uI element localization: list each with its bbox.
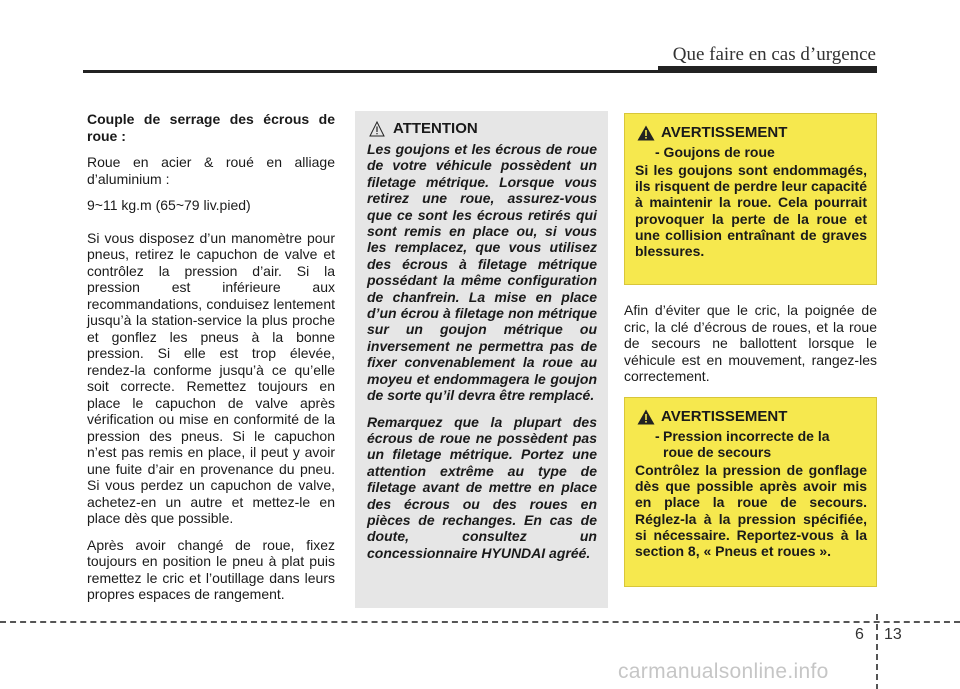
footer-dashed-rule	[0, 621, 960, 623]
warning-subtitle-text: Pression incorrecte de la roue de secours	[663, 428, 830, 460]
footer-vertical-rule	[876, 614, 878, 689]
caution-triangle-icon	[369, 121, 385, 137]
header-rule-accent	[658, 66, 877, 73]
warning-box-spare-pressure	[624, 397, 877, 587]
storage-instructions-text: Afin d’éviter que le cric, la poignée de cric, la clé d’écrous de roues, et la roue de secours ne ballottent lorsque le véhicule est en mouvement, rangez-les correctement.	[624, 302, 877, 384]
page-header-title: Que faire en cas d’urgence	[672, 44, 876, 65]
attention-paragraph-1: Les goujons et les écrous de roue de votre véhicule possèdent un filetage métrique. Lorsque vous retirez une roue, assurez-vous que ce sont les écrous retirés qui sont remis en place ou, si vous les remplacez, que vous utilisez des écrous à filetage métrique possédant la même configuration de chanfrein. La mise en place d’un écrou à filetage non métrique sur un goujon métrique ou inversement ne permettra pas de fixer convenablement la roue au moyeu et endommagera le goujon de sorte qu’il devra être remplacé.	[367, 141, 597, 404]
warning-triangle-icon	[637, 409, 655, 425]
attention-body	[367, 141, 597, 571]
warning-subtitle: - Goujons de roue	[655, 144, 775, 160]
torque-value: 9~11 kg.m (65~79 liv.pied)	[87, 197, 251, 213]
storage-paragraph: Après avoir changé de roue, fixez toujours en position le pneu à plat puis remettez le cric et l’outillage dans leurs propres espaces de rangement.	[87, 536, 335, 602]
warning-subtitle-dash: -	[655, 428, 660, 444]
warning-body: Si les goujons sont endommagés, ils risquent de perdre leur capacité à maintenir la roue. Cela pourrait provoquer la perte de la roue et une collision entraînant de graves blessures.	[635, 162, 867, 260]
warning-title: AVERTISSEMENT	[661, 408, 788, 425]
warning-header	[637, 408, 787, 425]
attention-header	[369, 120, 478, 137]
warning-title: AVERTISSEMENT	[661, 124, 788, 141]
pressure-paragraph: Si vous disposez d’un manomètre pour pneus, retirez le capuchon de valve et contrôlez la pression d’air. Si la pression est inférieure aux recommandations, conduisez lentement jusqu’à la station-service la plus proche et gonflez les pneus à la bonne pression. Si elle est trop élevée, rendez-la conforme jusqu’à ce qu’elle soit correcte. Remettez toujours en place le capuchon de valve après vérification ou mise en conformité de la pression des pneus. Si le capuchon n’est pas remis en place, il peut y avoir une fuite d’air en provenance du pneu. Si vous perdez un capuchon de valve, achetez-en un autre et mettez-le en place dès que possible.	[87, 229, 335, 526]
attention-paragraph-2: Remarquez que la plupart des écrous de roue ne possèdent pas un filetage métrique. Portez une attention extrême au type de filetage avant de mettre en place des écrous ou des roues en pièces de rechanges. En cas de doute, consultez un concessionnaire HYUNDAI agréé.	[367, 413, 597, 561]
watermark: carmanualsonline.info	[618, 660, 829, 683]
left-column	[87, 111, 335, 613]
attention-box	[355, 111, 608, 608]
warning-body: Contrôlez la pression de gonflage dès que possible après avoir mis en place la roue de secours. Réglez-la à la pression spécifiée, si nécessaire. Reportez-vous à la section 8, « Pneus et roues ».	[635, 462, 867, 560]
warning-header	[637, 124, 787, 141]
warning-subtitle	[655, 428, 863, 460]
page-number: 13	[884, 626, 902, 643]
wheel-type-line: Roue en acier & roué en alliage d’aluminium :	[87, 154, 335, 187]
warning-triangle-icon	[637, 125, 655, 141]
chapter-number: 6	[855, 626, 864, 643]
storage-instructions	[624, 302, 877, 385]
torque-heading: Couple de serrage des écrous de roue :	[87, 111, 335, 144]
warning-box-wheel-studs	[624, 113, 877, 285]
attention-title: ATTENTION	[393, 120, 478, 137]
